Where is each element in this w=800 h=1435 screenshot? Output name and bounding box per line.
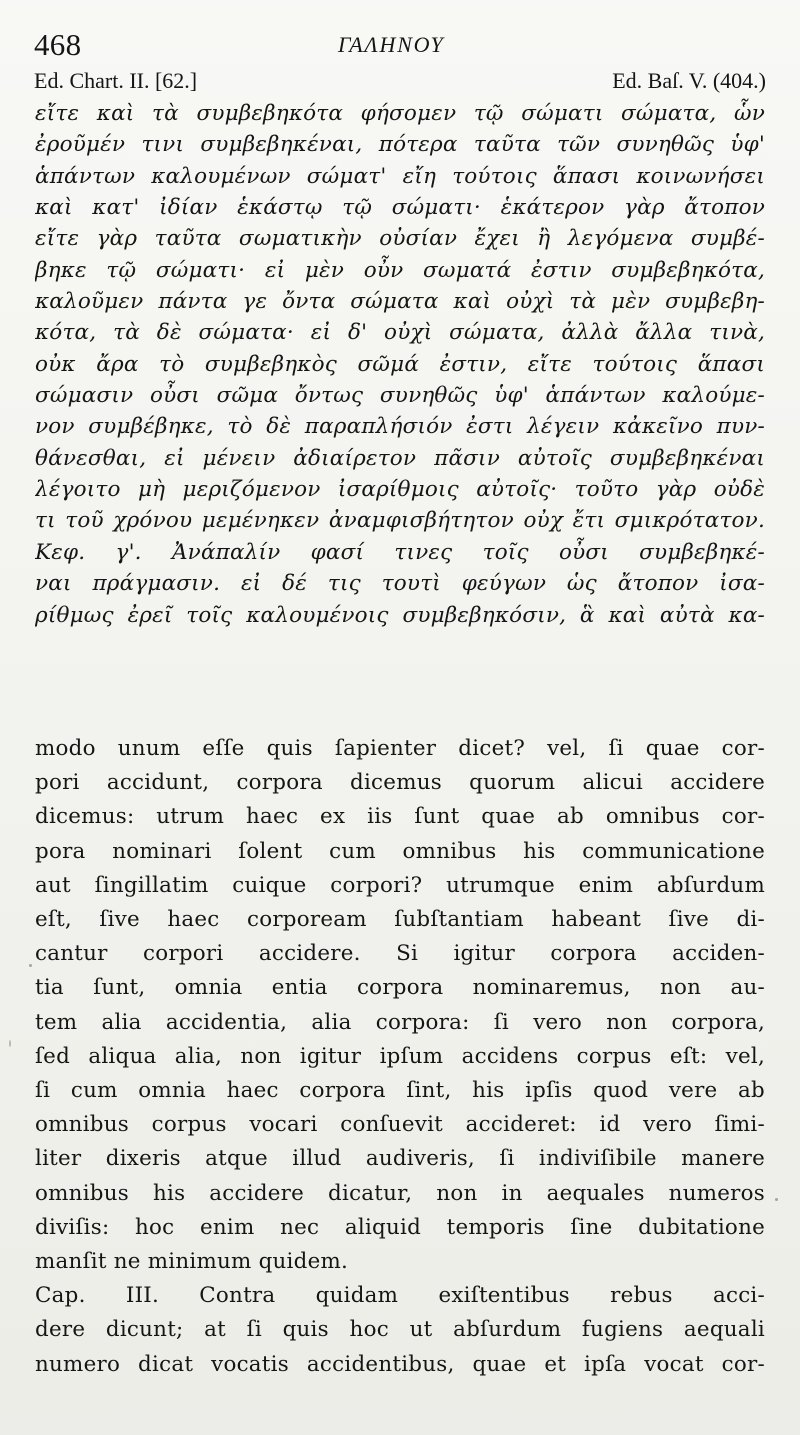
edition-right-reference: Ed. Baſ. V. (404.) xyxy=(612,68,766,93)
latin-line: diviſis: hoc enim nec aliquid temporis ſine dubitatione xyxy=(35,1214,765,1240)
latin-line: modo unum eſſe quis ſapienter dicet? vel, ſi quae cor- xyxy=(35,736,765,761)
latin-line: omnibus his accidere dicatur, non in aequales numeros xyxy=(35,1180,765,1206)
latin-line: ſi cum omnia haec corpora ſint, his ipſis quod vere ab xyxy=(35,1078,765,1104)
paper-spot xyxy=(29,964,32,967)
latin-line: tem alia accidentia, alia corpora: ſi vero non corpora, xyxy=(35,1009,765,1035)
greek-text-block xyxy=(35,98,765,698)
latin-line: dere dicunt; at ſi quis hoc ut abſurdum fugiens aequali xyxy=(35,1317,765,1343)
latin-line: aut ſingillatim cuique corpori? utrumque enim abſurdum xyxy=(35,872,765,898)
paper-mark xyxy=(9,1040,11,1047)
latin-line: eſt, ſive haec corpoream ſubſtantiam habeant ſive di- xyxy=(35,907,765,933)
latin-chapter-line: Cap. III. Contra quidam exiſtentibus rebus acci- xyxy=(35,1283,765,1309)
greek-line: βηκε τῷ σώματι· εἰ μὲν οὖν σωματά ἐστιν συμβεβηκότα, xyxy=(35,257,765,283)
paper-spot xyxy=(775,1198,778,1201)
greek-line: ἐροῦμέν τινι συμβεβηκέναι, πότερα ταῦτα τῶν συνηθῶς ὑφ' xyxy=(35,132,765,158)
latin-line: pori accidunt, corpora dicemus quorum alicui accidere xyxy=(35,770,765,796)
latin-line: numero dicat vocatis accidentibus, quae et ipſa vocat cor- xyxy=(35,1351,765,1377)
greek-line: εἴτε γὰρ ταῦτα σωματικὴν οὐσίαν ἔχει ἢ λεγόμενα συμβέ- xyxy=(35,226,765,252)
greek-line: τι τοῦ χρόνου μεμένηκεν ἀναμφισβήτητον οὐχ ἔτι σμικρότατον. xyxy=(35,508,765,534)
page-number: 468 xyxy=(34,27,82,62)
edition-left-reference: Ed. Chart. II. [62.] xyxy=(34,68,198,93)
greek-line: θάνεσθαι, εἰ μένειν ἀδιαίρετον πᾶσιν αὐτοῖς συμβεβηκέναι xyxy=(35,445,765,471)
latin-line: cantur corpori accidere. Si igitur corpora acciden- xyxy=(35,941,765,967)
greek-line: νον συμβέβηκε, τὸ δὲ παραπλήσιόν ἐστι λέγειν κἀκεῖνο πυν- xyxy=(35,414,765,440)
greek-line: ρίθμως ἐρεῖ τοῖς καλουμένοις συμβεβηκόσιν, ἃ καὶ αὐτὰ κα- xyxy=(35,602,765,628)
latin-line: ſed aliqua alia, non igitur ipſum accidens corpus eſt: vel, xyxy=(35,1043,765,1069)
greek-line: ἁπάντων καλουμένων σώματ' εἴη τούτοις ἅπασι κοινωνήσει xyxy=(35,163,765,189)
greek-line: καὶ κατ' ἰδίαν ἑκάστῳ τῷ σώματι· ἑκάτερον γὰρ ἄτοπον xyxy=(35,195,765,221)
latin-line: pora nominari ſolent cum omnibus his communicatione xyxy=(35,838,765,864)
latin-line: liter dixeris atque illud audiveris, ſi indiviſibile manere xyxy=(35,1146,765,1172)
greek-line: ναι πράγμασιν. εἰ δέ τις τουτὶ φεύγων ὡς ἄτοπον ἰσα- xyxy=(35,571,765,597)
latin-line: manſit ne minimum quidem. xyxy=(35,1249,349,1275)
greek-line: οὐκ ἄρα τὸ συμβεβηκὸς σῶμά ἐστιν, εἴτε τούτοις ἅπασι xyxy=(35,351,765,377)
greek-line: λέγοιτο μὴ μεριζόμενον ἰσαρίθμοις αὐτοῖς· τοῦτο γὰρ οὐδὲ xyxy=(35,477,765,503)
greek-chapter-line: Κεφ. γ'. Ἀνάπαλίν φασί τινες τοῖς οὖσι συμβεβηκέ- xyxy=(35,539,765,565)
latin-text-block xyxy=(35,732,765,1407)
page-header xyxy=(34,24,766,93)
greek-line: κότα, τὰ δὲ σώματα· εἰ δ' οὐχὶ σώματα, ἀλλὰ ἄλλα τινὰ, xyxy=(35,320,765,346)
latin-line: omnibus corpus vocari conſuevit accideret: id vero ſimi- xyxy=(35,1112,765,1138)
latin-line: dicemus: utrum haec ex iis ſunt quae ab omnibus cor- xyxy=(35,804,765,830)
greek-line: καλοῦμεν πάντα γε ὄντα σώματα καὶ οὐχὶ τὰ μὲν συμβεβη- xyxy=(35,289,765,315)
greek-line: σώμασιν οὖσι σῶμα ὄντως συνηθῶς ὑφ' ἁπάντων καλούμε- xyxy=(35,383,765,409)
greek-line: εἴτε καὶ τὰ συμβεβηκότα φήσομεν τῷ σώματι σώματα, ὧν xyxy=(35,101,765,126)
latin-line: tia ſunt, omnia entia corpora nominaremus, non au- xyxy=(35,975,765,1001)
running-head: ΓΑΛΗΝΟΥ xyxy=(338,32,445,57)
